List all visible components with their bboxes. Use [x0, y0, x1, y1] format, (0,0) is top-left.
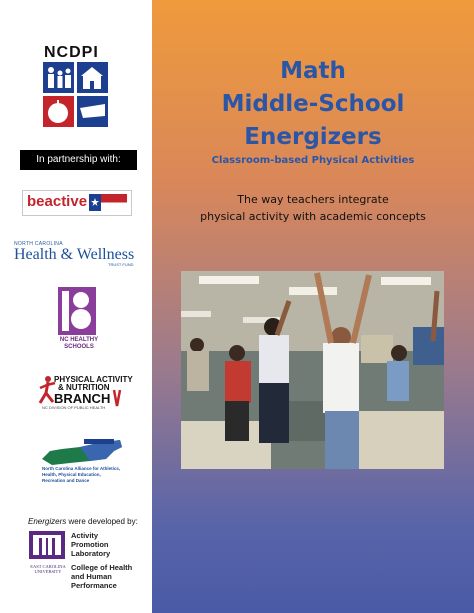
- pan-line-2: & NUTRITION: [58, 383, 110, 392]
- subtitle: Classroom-based Physical Activities: [211, 155, 415, 166]
- pan-line-3: BRANCH: [54, 391, 111, 406]
- apl-line-1: Activity: [71, 531, 99, 540]
- ribbon-icon: [112, 388, 122, 408]
- title-line-3: Energizers: [244, 124, 382, 150]
- tagline-line-1: The way teachers integrate: [237, 193, 389, 206]
- chhp-line-1: College of Health: [71, 563, 133, 572]
- apl-line-3: Laboratory: [71, 549, 111, 558]
- pan-subtitle: NC DIVISION OF PUBLIC HEALTH: [42, 405, 106, 410]
- chhp-line-3: Performance: [71, 581, 117, 590]
- title-line-2: Middle-School: [221, 91, 405, 117]
- developed-by-label: [28, 517, 138, 526]
- ecu-wordmark: EAST CAROLINA UNIVERSITY: [30, 564, 66, 574]
- title-line-1: Math: [280, 58, 346, 84]
- beactive-wordmark: [27, 193, 87, 210]
- partner-sidebar: [0, 0, 152, 613]
- beactive-text: beactive: [27, 193, 88, 210]
- apl-line-2: Promotion: [71, 540, 109, 549]
- nc-flag-icon: [89, 194, 127, 211]
- beactive-logo: [22, 190, 132, 216]
- developed-by-rest: were developed by:: [66, 517, 138, 526]
- nc-healthy-schools-label: NC HEALTHY SCHOOLS: [59, 337, 99, 350]
- nc-healthy-schools-icon: [58, 287, 96, 335]
- health-wellness-state: NORTH CAROLINA: [14, 241, 63, 247]
- nc-state-map-icon: [40, 437, 124, 467]
- ncdpi-logo: [43, 62, 109, 128]
- ecu-logo-icon: [29, 531, 65, 559]
- partnership-label: In partnership with:: [20, 150, 137, 170]
- health-wellness-logo: Health & Wellness: [14, 246, 135, 263]
- ncdpi-logo-title: NCDPI: [44, 44, 99, 61]
- apl-label: [71, 531, 110, 558]
- pan-line-1: PHYSICAL ACTIVITY: [54, 375, 133, 384]
- chhp-line-2: and Human: [71, 572, 112, 581]
- classroom-photo: [181, 271, 444, 469]
- health-wellness-trust: TRUST FUND: [108, 262, 134, 267]
- tagline-line-2: physical activity with academic concepts: [200, 210, 426, 223]
- chhp-label: [71, 563, 132, 590]
- developed-by-italic: Energizers: [28, 517, 67, 526]
- alliance-label: North Carolina Alliance for Athletics, Health, Physical Education, Recreation and Dance: [42, 466, 121, 483]
